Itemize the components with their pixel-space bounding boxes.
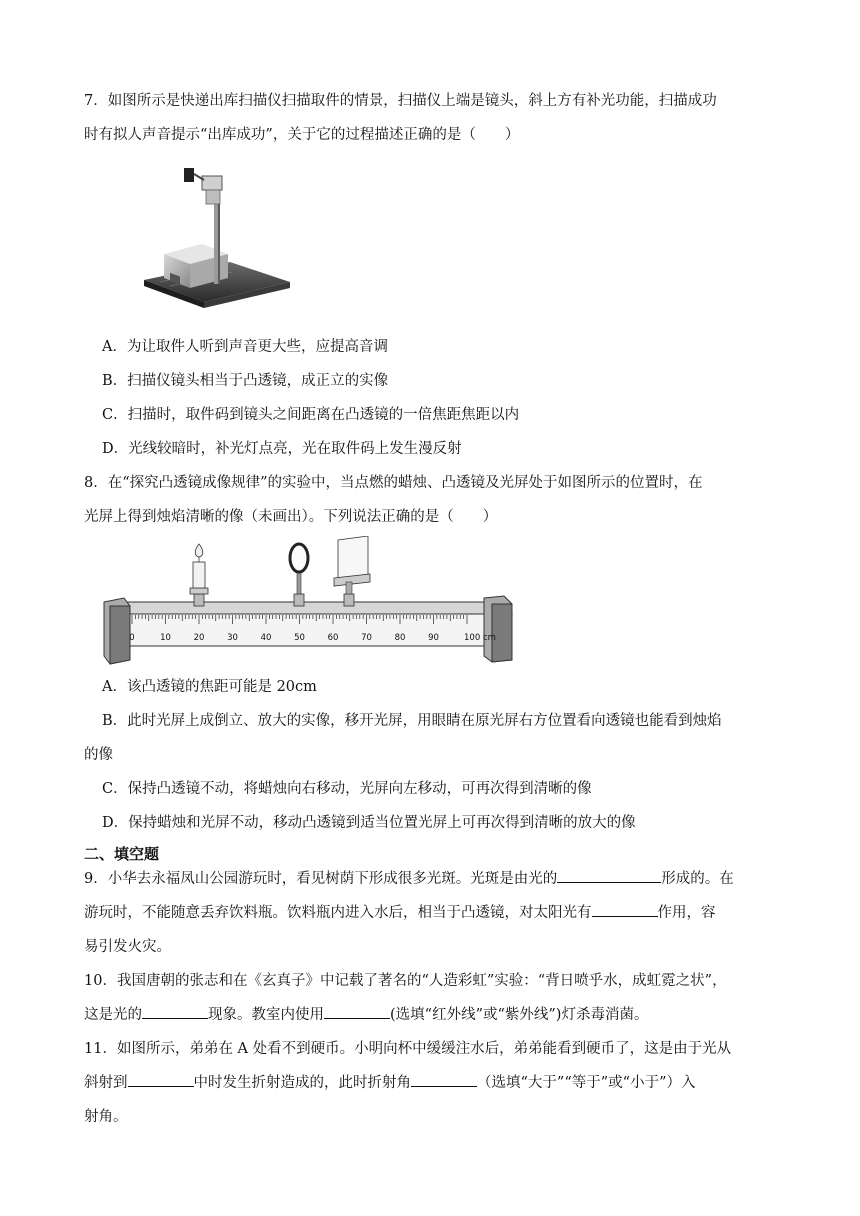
q7-option-a: A．为让取件人听到声音更大些，应提高音调	[102, 339, 388, 355]
light-screen	[334, 536, 370, 606]
q7-option-d: D．光线较暗时，补光灯点亮，光在取件码上发生漫反射	[102, 441, 462, 457]
scanner-figure	[140, 162, 300, 312]
q11-line3: 射角。	[84, 1109, 128, 1125]
section-title: 二、填空题	[84, 845, 160, 863]
q9-text-2b: 作用，容	[657, 905, 716, 921]
q11-line1: 11．如图所示，弟弟在 A 处看不到硬币。小明向杯中缓缓注水后，弟弟能看到硬币了，这是由于光从	[84, 1041, 732, 1057]
q9-blank-1[interactable]	[557, 864, 661, 883]
q8-stem-line2: 光屏上得到烛焰清晰的像（未画出）。下列说法正确的是（ ）	[84, 509, 498, 525]
q11-text-2a: 斜射到	[84, 1075, 128, 1091]
q9-text-1b: 形成的。在	[661, 871, 734, 887]
q9-line1	[84, 862, 784, 896]
q10-text-2b: 现象。教室内使用	[208, 1007, 324, 1023]
q7-stem-line1: 7．如图所示是快递出库扫描仪扫描取件的情景，扫描仪上端是镜头，斜上方有补光功能，扫描成功	[84, 93, 717, 109]
optical-bench-figure	[98, 536, 518, 666]
scale-label-80: 80	[394, 633, 406, 643]
q10-blank-1[interactable]	[142, 1000, 208, 1019]
q9-line3: 易引发火灾。	[84, 939, 171, 955]
scale-label-30: 30	[227, 633, 238, 643]
q7-option-b: B．扫描仪镜头相当于凸透镜，成正立的实像	[102, 373, 389, 389]
q11-text-2c: （选填“大于”“等于”或“小于”）入	[477, 1075, 696, 1091]
q10-line1: 10．我国唐朝的张志和在《玄真子》中记载了著名的“人造彩虹”实验：“背日喷乎水，成虹霓之状”，	[84, 973, 727, 989]
q7-stem-line2: 时有拟人声音提示“出库成功”，关于它的过程描述正确的是（ ）	[84, 127, 520, 143]
q11-text-2b: 中时发生折射造成的，此时折射角	[193, 1075, 411, 1091]
scale-label-90: 90	[428, 633, 439, 643]
bench-rail	[118, 602, 512, 614]
q8-option-c: C．保持凸透镜不动，将蜡烛向右移动，光屏向左移动，可再次得到清晰的像	[102, 781, 592, 797]
scanner-head	[202, 176, 222, 190]
q9-text-2a: 游玩时，不能随意丢弃饮料瓶。饮料瓶内进入水后，相当于凸透镜，对太阳光有	[84, 905, 592, 921]
q9-line2	[84, 896, 784, 930]
q11-line2	[84, 1066, 784, 1100]
scale-label-10: 10	[160, 633, 171, 643]
scale-label-20: 20	[193, 633, 205, 643]
scale-label-100: 100 cm	[464, 633, 496, 643]
q8-option-d: D．保持蜡烛和光屏不动，移动凸透镜到适当位置光屏上可再次得到清晰的放大的像	[102, 815, 636, 831]
q10-text-2c: (选填“红外线”或“紫外线”)灯杀毒消菌。	[390, 1007, 649, 1023]
q7-option-c: C．扫描时，取件码到镜头之间距离在凸透镜的一倍焦距焦距以内	[102, 407, 520, 423]
q11-blank-1[interactable]	[128, 1068, 194, 1087]
q8-stem-line1: 8．在“探究凸透镜成像规律”的实验中，当点燃的蜡烛、凸透镜及光屏处于如图所示的位置时，在	[84, 475, 703, 491]
q9-blank-2[interactable]	[592, 898, 658, 917]
scale-label-60: 60	[327, 633, 339, 643]
convex-lens	[290, 544, 308, 606]
q10-text-2a: 这是光的	[84, 1007, 142, 1023]
scale-label-0: 0	[129, 633, 135, 643]
q10-blank-2[interactable]	[324, 1000, 390, 1019]
scale-label-50: 50	[294, 633, 305, 643]
q8-option-b-line1: B．此时光屏上成倒立、放大的实像，移开光屏，用眼睛在原光屏右方位置看向透镜也能看到烛焰	[102, 713, 722, 729]
scale-label-70: 70	[361, 633, 372, 643]
q9-text-1a: 9．小华去永福凤山公园游玩时，看见树荫下形成很多光斑。光斑是由光的	[84, 871, 558, 887]
q8-option-b-line2: 的像	[84, 747, 113, 763]
scale-label-40: 40	[260, 633, 272, 643]
q11-blank-2[interactable]	[411, 1068, 477, 1087]
q10-line2	[84, 998, 784, 1032]
candle	[190, 544, 208, 606]
q8-option-a: A．该凸透镜的焦距可能是 20cm	[102, 679, 317, 695]
